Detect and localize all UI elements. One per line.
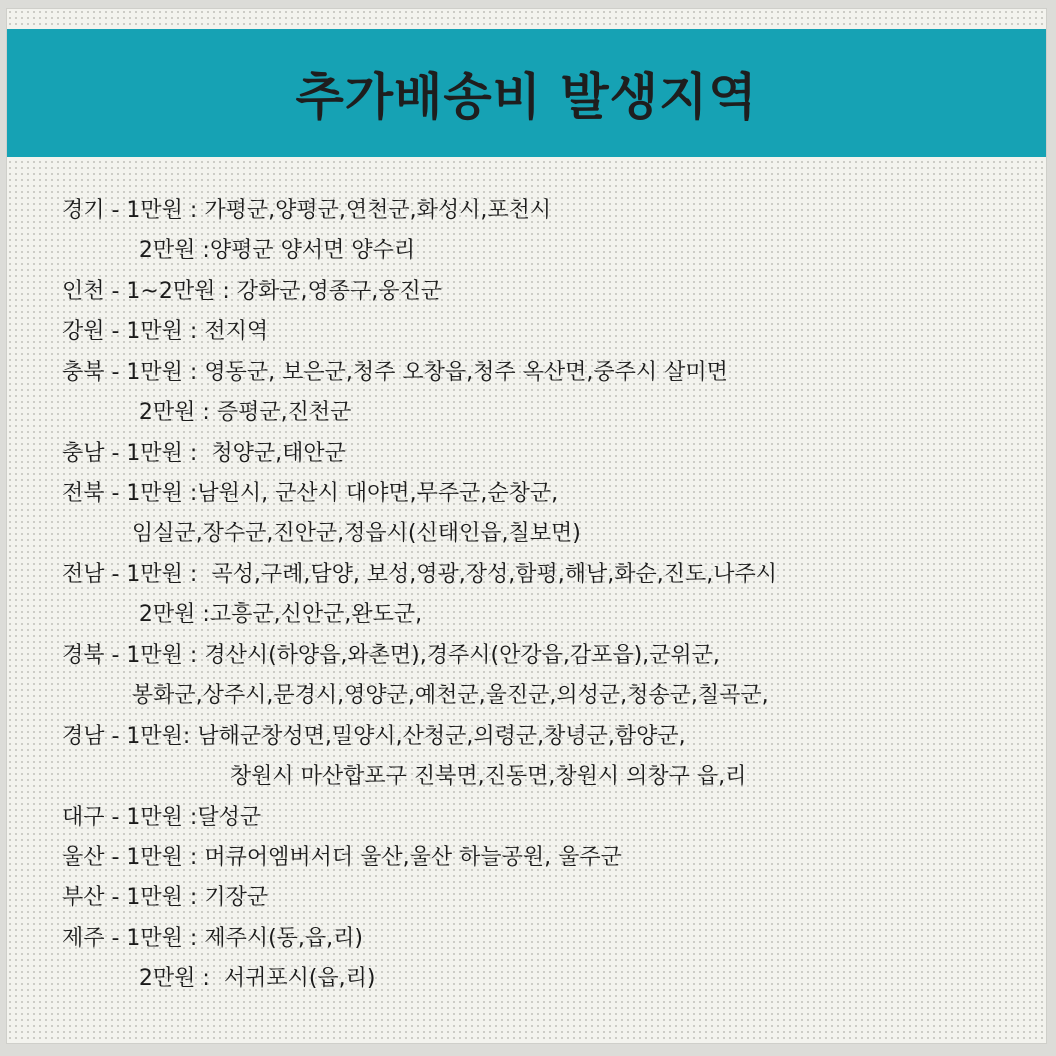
region-line-gyeongnam: 경남 - 1만원: 남해군창성면,밀양시,산청군,의령군,창녕군,함양군, bbox=[62, 724, 686, 749]
title-banner bbox=[7, 29, 1046, 157]
region-line-gyeonggi-2: 2만원 :양평군 양서면 양수리 bbox=[62, 238, 416, 263]
region-line-chungbuk-2: 2만원 : 증평군,진천군 bbox=[62, 400, 352, 425]
region-line-chungnam: 충남 - 1만원 : 청양군,태안군 bbox=[62, 441, 346, 466]
region-line-daegu: 대구 - 1만원 :달성군 bbox=[62, 805, 262, 830]
region-line-gyeonggi: 경기 - 1만원 : 가평군,양평군,연천군,화성시,포천시 bbox=[62, 198, 552, 223]
region-line-chungbuk: 충북 - 1만원 : 영동군, 보은군,청주 오창읍,청주 옥산면,중주시 살미면 bbox=[62, 360, 728, 385]
region-line-jeju-2: 2만원 : 서귀포시(읍,리) bbox=[62, 966, 376, 991]
region-line-jeju: 제주 - 1만원 : 제주시(동,읍,리) bbox=[62, 926, 363, 951]
region-line-busan: 부산 - 1만원 : 기장군 bbox=[62, 885, 269, 910]
region-line-gyeongnam-cont: 창원시 마산합포구 진북면,진동면,창원시 의창구 읍,리 bbox=[62, 764, 747, 789]
page-title: 추가배송비 발생지역 bbox=[295, 68, 758, 126]
region-line-jeonnam-2: 2만원 :고흥군,신안군,완도군, bbox=[62, 602, 423, 627]
region-line-jeonbuk-cont: 임실군,장수군,진안군,정읍시(신태인읍,칠보면) bbox=[62, 521, 581, 546]
region-line-jeonnam: 전남 - 1만원 : 곡성,구례,담양, 보성,영광,장성,함평,해남,화순,진도,나주시 bbox=[62, 562, 778, 587]
region-line-gyeongbuk: 경북 - 1만원 : 경산시(하양읍,와촌면),경주시(안강읍,감포읍),군위군, bbox=[62, 643, 720, 668]
region-line-gyeongbuk-cont: 봉화군,상주시,문경시,영양군,예천군,울진군,의성군,청송군,칠곡군, bbox=[62, 683, 769, 708]
region-line-gangwon: 강원 - 1만원 : 전지역 bbox=[62, 319, 269, 344]
region-line-jeonbuk: 전북 - 1만원 :남원시, 군산시 대야면,무주군,순창군, bbox=[62, 481, 559, 506]
region-line-ulsan: 울산 - 1만원 : 머큐어엠버서더 울산,울산 하늘공원, 울주군 bbox=[62, 845, 622, 870]
region-line-incheon: 인천 - 1~2만원 : 강화군,영종구,웅진군 bbox=[62, 279, 443, 304]
